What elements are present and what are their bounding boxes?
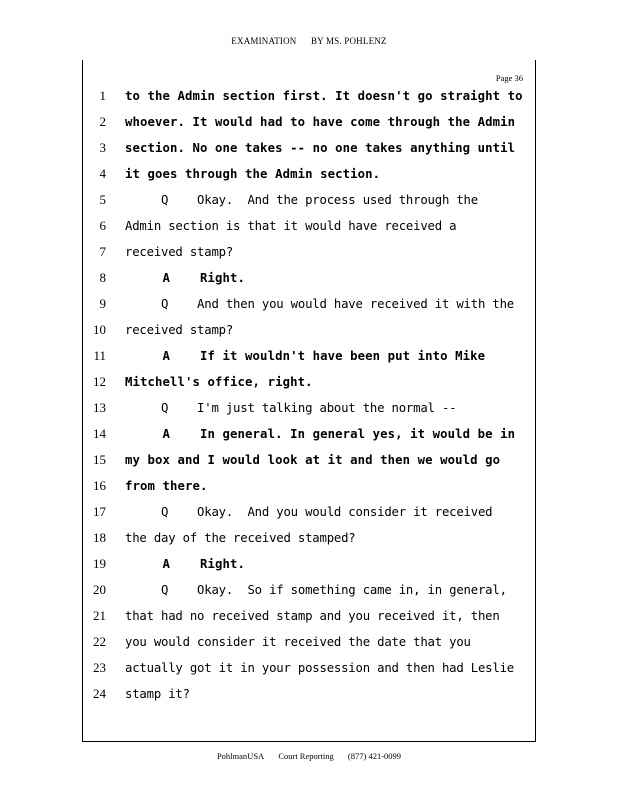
transcript-line: Q Okay. So if something came in, in general,	[125, 583, 507, 597]
transcript-line: Q And then you would have received it with the	[125, 297, 514, 311]
transcript-line: received stamp?	[125, 323, 234, 337]
line-number: 19	[93, 556, 106, 571]
line-number: 13	[93, 400, 106, 415]
transcript-line: Admin section is that it would have received a	[125, 219, 457, 233]
line-number: 11	[93, 348, 106, 363]
line-number: 4	[99, 166, 106, 181]
line-number: 15	[93, 452, 106, 467]
transcript-line: A If it wouldn't have been put into Mike	[125, 349, 486, 363]
transcript-line: A Right.	[125, 271, 246, 285]
transcript-line: the day of the received stamped?	[125, 531, 356, 545]
line-number: 21	[93, 608, 106, 623]
footer-service: Court Reporting	[278, 751, 334, 761]
page-header	[0, 36, 618, 46]
transcript-line: Q Okay. And you would consider it received	[125, 505, 493, 519]
transcript-line: Q Okay. And the process used through the	[125, 193, 478, 207]
transcript-line: A Right.	[125, 557, 246, 571]
page-number: Page 36	[495, 73, 523, 83]
line-number: 3	[99, 140, 106, 155]
line-number: 9	[99, 296, 106, 311]
line-number: 24	[93, 686, 106, 701]
line-number: 22	[93, 634, 106, 649]
transcript-line: to the Admin section first. It doesn't go straight to	[125, 89, 523, 103]
line-number: 20	[93, 582, 106, 597]
line-number: 14	[93, 426, 106, 441]
transcript-line: A In general. In general yes, it would be in	[125, 427, 516, 441]
transcript-line: you would consider it received the date that you	[125, 635, 471, 649]
line-number: 7	[99, 244, 106, 259]
transcript-line: whoever. It would had to have come through the Admin	[125, 115, 516, 129]
line-number: 2	[99, 114, 106, 129]
transcript-line: Q I'm just talking about the normal --	[125, 401, 457, 415]
line-number: 16	[93, 478, 106, 493]
line-number: 1	[99, 88, 106, 103]
transcript-line: stamp it?	[125, 687, 190, 701]
transcript-line: Mitchell's office, right.	[125, 375, 313, 389]
transcript-line: section. No one takes -- no one takes anything until	[125, 141, 516, 155]
line-number: 6	[99, 218, 106, 233]
transcript-line: it goes through the Admin section.	[125, 167, 381, 181]
transcript-line: my box and I would look at it and then we would go	[125, 453, 501, 467]
line-number: 10	[93, 322, 106, 337]
line-number: 17	[93, 504, 106, 519]
header-examiner: BY MS. POHLENZ	[310, 36, 387, 46]
transcript-line: received stamp?	[125, 245, 234, 259]
header-examination: EXAMINATION	[231, 36, 297, 46]
footer-phone: (877) 421-0099	[347, 751, 402, 761]
transcript-line: actually got it in your possession and then had Leslie	[125, 661, 514, 675]
line-number: 18	[93, 530, 106, 545]
page-footer	[0, 751, 618, 761]
transcript-line: from there.	[125, 479, 208, 493]
footer-company: PohlmanUSA	[216, 751, 265, 761]
line-number: 23	[93, 660, 106, 675]
line-number: 12	[93, 374, 106, 389]
line-number: 5	[99, 192, 106, 207]
transcript-line: that had no received stamp and you received it, then	[125, 609, 500, 623]
line-number: 8	[99, 270, 106, 285]
